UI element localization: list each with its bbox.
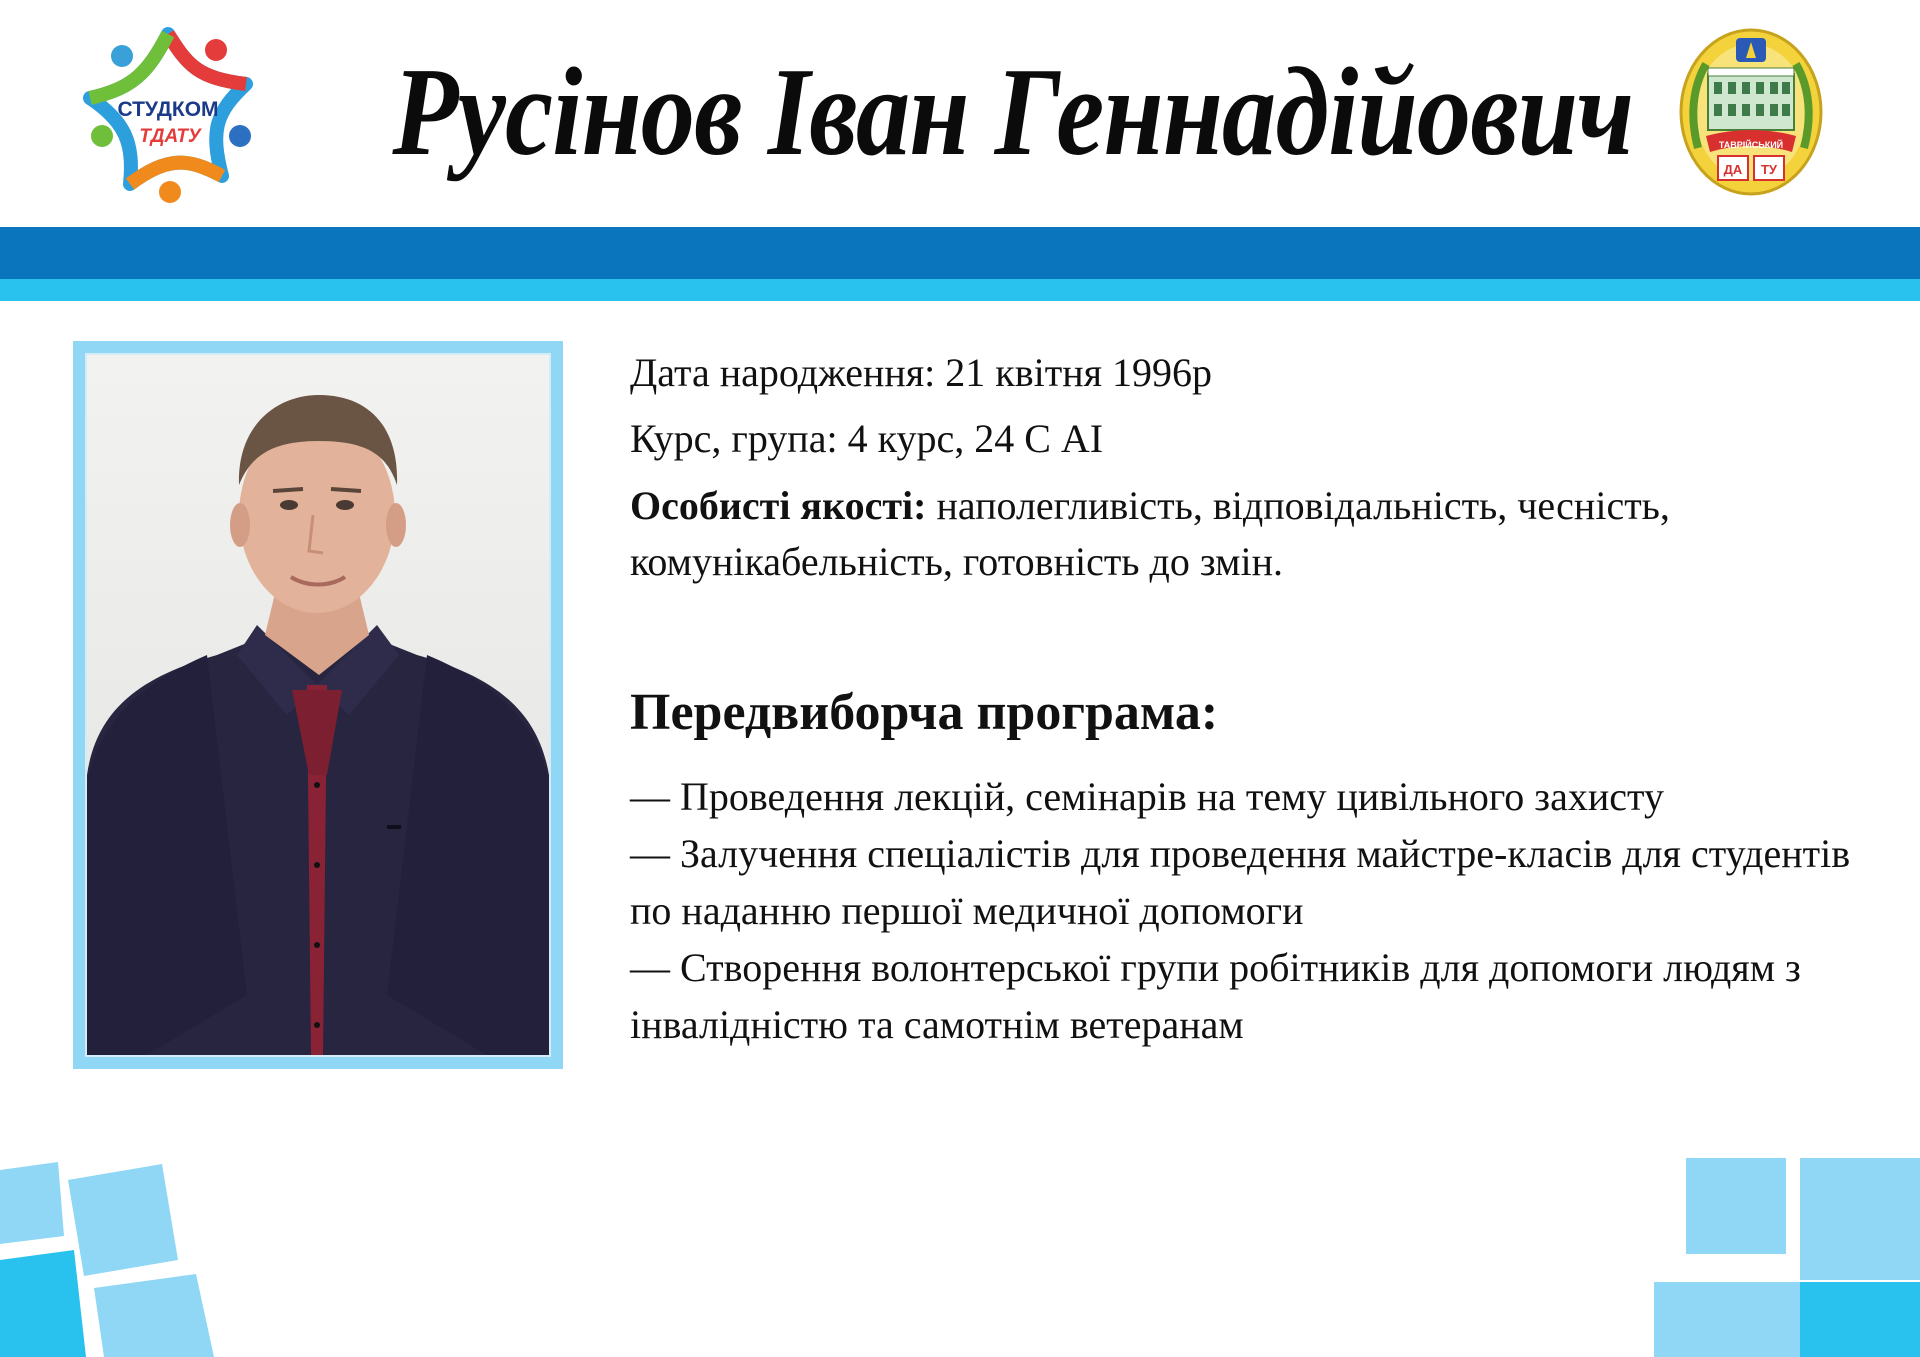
- birth-date-line: [630, 340, 1850, 406]
- header: [0, 0, 1920, 228]
- birth-label: Дата народження:: [630, 350, 936, 395]
- course-label: Курс, група:: [630, 416, 838, 461]
- studkom-logo: [78, 26, 258, 206]
- portrait-photo: [85, 353, 551, 1057]
- logo-text-top: СТУДКОМ: [117, 98, 219, 121]
- qualities: [630, 478, 1850, 590]
- course-value: 4 курс, 24 С АІ: [847, 416, 1104, 461]
- qualities-value: наполегливість, відповідальність, чесність, комунікабельність, готовність до змін.: [630, 483, 1670, 584]
- program-title: Передвиборча програма:: [630, 684, 1219, 741]
- emblem-text-right: ТУ: [1760, 162, 1778, 177]
- decor-squares-left: [0, 1150, 220, 1357]
- program-item: — Проведення лекцій, семінарів на тему цивільного захисту: [630, 774, 1664, 819]
- program-list: [630, 768, 1870, 1053]
- university-emblem: [1676, 28, 1826, 202]
- qualities-label: Особисті якості:: [630, 483, 927, 528]
- emblem-text-top: ТАВРІЙСЬКИЙ: [1718, 140, 1784, 150]
- header-band-dark: [0, 227, 1920, 279]
- logo-text-bottom: ТДАТУ: [139, 126, 201, 147]
- emblem-text-left: ДА: [1723, 162, 1743, 177]
- birth-value: 21 квітня 1996р: [945, 350, 1212, 395]
- decor-squares-right: [1650, 1158, 1920, 1357]
- photo-frame: [73, 341, 563, 1069]
- header-band-light: [0, 279, 1920, 301]
- program-item: — Створення волонтерської групи робітників для допомоги людям з інвалідністю та самотнім ветеранам: [630, 945, 1801, 1047]
- profile-info: [630, 340, 1850, 590]
- course-line: [630, 406, 1850, 472]
- page-title: Русінов Іван Геннадійович: [392, 43, 1634, 182]
- program-item: — Залучення спеціалістів для проведення майстре-класів для студентів по наданню першої медичної допомоги: [630, 831, 1851, 933]
